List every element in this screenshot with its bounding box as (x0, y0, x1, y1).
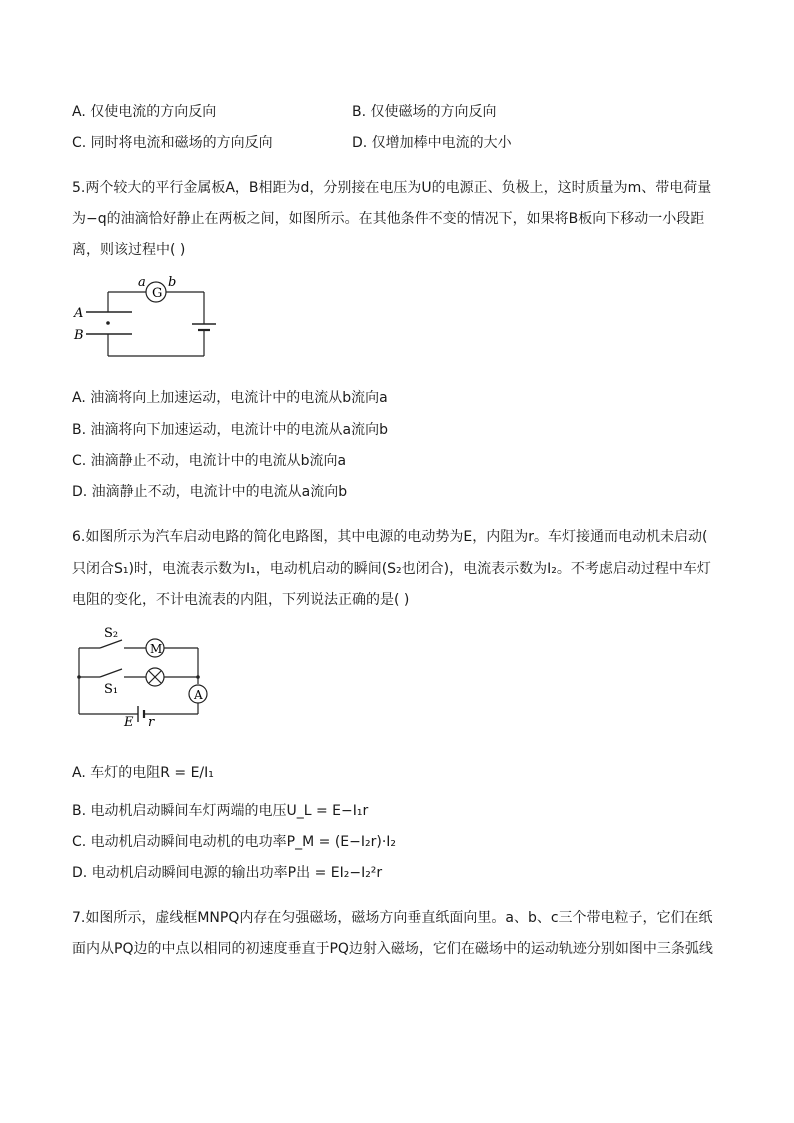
q4-option-c: C. 同时将电流和磁场的方向反向 (72, 135, 273, 151)
q6-stem-line3: 电阻的变化，不计电流表的内阻，下列说法正确的是( ) (72, 592, 410, 608)
q6-option-a: A. 车灯的电阻R = E/I₁ (72, 765, 214, 781)
q5-option-a: A. 油滴将向上加速运动，电流计中的电流从b流向a (72, 390, 388, 406)
q5-stem-line2: 为−q的油滴恰好静止在两板之间，如图所示。在其他条件不变的情况下，如果将B板向下移动一小段距 (72, 211, 705, 227)
q6-option-d: D. 电动机启动瞬间电源的输出功率P出 = EI₂−I₂²r (72, 865, 383, 881)
switch-s1-label: S₁ (104, 682, 119, 697)
q4-option-d: D. 仅增加棒中电流的大小 (352, 135, 512, 151)
node-a-label: a (138, 275, 146, 290)
q5-option-d: D. 油滴静止不动，电流计中的电流从a流向b (72, 484, 348, 500)
q5-stem-line3: 离，则该过程中( ) (72, 242, 186, 258)
motor-label: M (150, 642, 163, 656)
resistance-label: r (148, 715, 155, 730)
q6-stem-line1: 6.如图所示为汽车启动电路的简化电路图，其中电源的电动势为E，内阻为r。车灯接通而电动机未启动( (72, 529, 708, 545)
emf-label: E (124, 715, 134, 730)
q6-stem-line2: 只闭合S₁)时，电流表示数为I₁，电动机启动的瞬间(S₂也闭合)，电流表示数为I₂。不考虑启动过程中车灯 (72, 561, 711, 577)
q5-option-b: B. 油滴将向下加速运动，电流计中的电流从a流向b (72, 422, 388, 438)
q6-option-b: B. 电动机启动瞬间车灯两端的电压U_L = E−I₁r (72, 803, 369, 819)
switch-s2-label: S₂ (104, 626, 119, 641)
q5-stem-line1: 5.两个较大的平行金属板A，B相距为d，分别接在电压为U的电源正、负极上，这时质量为m、带电荷量 (72, 180, 712, 196)
plate-a-label: A (74, 306, 84, 321)
q4-option-b: B. 仅使磁场的方向反向 (352, 104, 497, 120)
q5-circuit-figure (70, 272, 220, 362)
q7-stem-line2: 面内从PQ边的中点以相同的初速度垂直于PQ边射入磁场，它们在磁场中的运动轨迹分别如图中三条弧线 (72, 941, 713, 957)
galvanometer-label: G (152, 286, 163, 301)
q7-stem-line1: 7.如图所示，虚线框MNPQ内存在匀强磁场，磁场方向垂直纸面向里。a、b、c三个带电粒子，它们在纸 (72, 910, 713, 926)
q6-circuit-figure (70, 622, 220, 732)
ammeter-label: A (194, 688, 203, 702)
q4-option-a: A. 仅使电流的方向反向 (72, 104, 217, 120)
q5-option-c: C. 油滴静止不动，电流计中的电流从b流向a (72, 453, 347, 469)
node-b-label: b (168, 275, 177, 290)
plate-b-label: B (74, 328, 84, 343)
q6-option-c: C. 电动机启动瞬间电动机的电功率P_M = (E−I₂r)·I₂ (72, 834, 397, 850)
